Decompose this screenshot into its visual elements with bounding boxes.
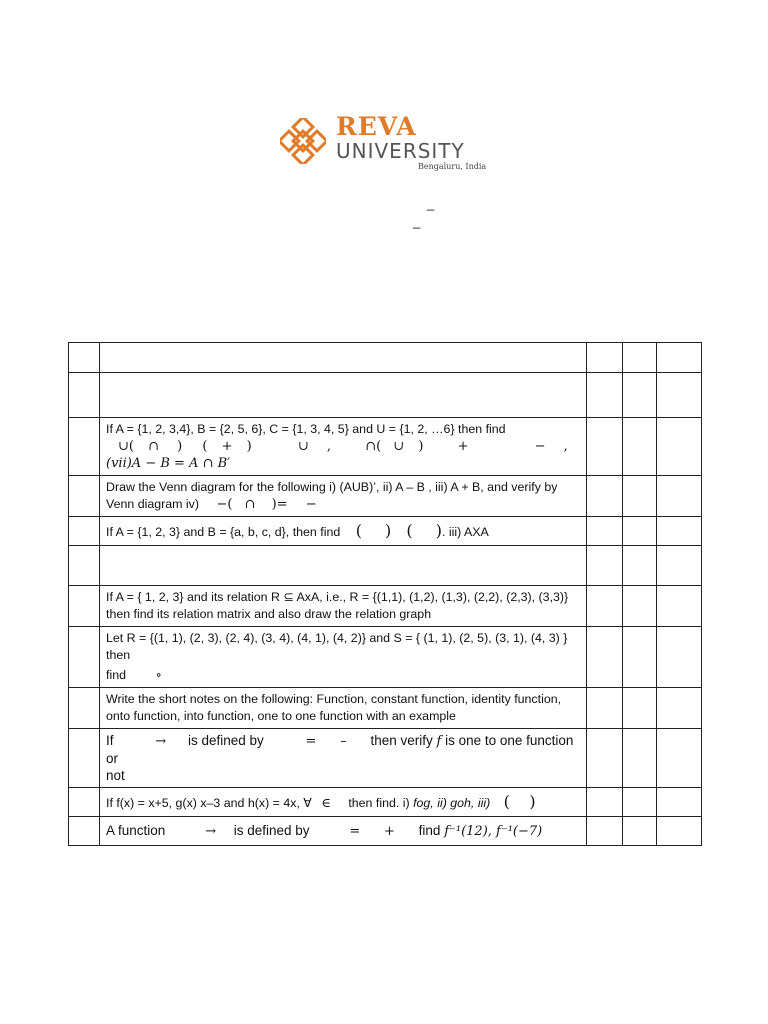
question-cell: Draw the Venn diagram for the following i) (AUB)’, ii) A – B , iii) A + B, and verify by Venn diagram iv) −( ∩ )= − <box>100 476 587 517</box>
question-text: If A = {1, 2, 3} and B = {a, b, c, d}, then find <box>106 524 341 539</box>
question-cell <box>100 546 587 586</box>
question-cell <box>100 343 587 373</box>
table-row <box>69 688 702 729</box>
table-row <box>69 817 702 846</box>
question-cell: Let R = {(1, 1), (2, 3), (2, 4), (3, 4), (4, 1), (4, 2)} and S = { (1, 1), (2, 5), (3, 1), (4, 3) } then find ∘ <box>100 627 587 688</box>
question-math-line: ∪( ∩ ) ( + ) ∪ , ∩( ∪ ) + − , <box>118 439 568 454</box>
logo-location: Bengaluru, India <box>418 162 487 171</box>
question-text: not <box>106 768 125 783</box>
question-text: Venn diagram iv) <box>106 497 199 511</box>
table-row <box>69 546 702 586</box>
question-cell <box>100 586 587 627</box>
question-text: Let R = {(1, 1), (2, 3), (2, 4), (3, 4), (4, 1), (4, 2)} and S = { (1, 1), (2, 5), (3, 1), (4, 3) } then <box>106 631 568 662</box>
question-cell <box>100 418 587 476</box>
question-cell <box>100 373 587 418</box>
question-table <box>68 342 702 846</box>
table-row <box>69 788 702 817</box>
university-logo <box>280 114 490 174</box>
question-cell <box>100 688 587 729</box>
table-row <box>69 418 702 476</box>
question-cell: If f(x) = x+5, g(x) x–3 and h(x) = 4x, ∀ ∈ then find. i) fog, ii) goh, iii) ( ) <box>100 788 587 817</box>
table-row <box>69 586 702 627</box>
header-mark-1: _ <box>427 196 435 211</box>
table-row <box>69 343 702 373</box>
knot-logo-icon <box>280 118 326 164</box>
question-text: If A = {1, 2, 3,4}, B = {2, 5, 6}, C = {1, 3, 4, 5} and U = {1, 2, …6} then find <box>106 422 506 436</box>
header-mark-2: _ <box>413 214 421 229</box>
question-cell: A function → is defined by = + find f⁻¹(12), f⁻¹(−7) <box>100 817 587 846</box>
table-row <box>69 729 702 788</box>
question-cell: If A = {1, 2, 3} and B = {a, b, c, d}, then find ( ) ( ). iii) AXA <box>100 517 587 546</box>
table-row <box>69 476 702 517</box>
question-text: Draw the Venn diagram for the following i) (AUB)’, ii) A – B , iii) A + B, and verify by <box>106 480 558 494</box>
logo-name-university: UNIVERSITY <box>336 139 465 163</box>
table-row <box>69 517 702 546</box>
question-text: then find its relation matrix and also draw the relation graph <box>106 607 432 621</box>
question-text: find <box>106 668 126 682</box>
table-row <box>69 627 702 688</box>
question-text: Write the short notes on the following: Function, constant function, identity function, <box>106 692 562 706</box>
table-row <box>69 373 702 418</box>
question-text: onto function, into function, one to one function with an example <box>106 709 456 723</box>
logo-name-reva: REVA <box>336 112 417 141</box>
question-text: If A = { 1, 2, 3} and its relation R ⊆ AxA, i.e., R = {(1,1), (1,2), (1,3), (2,2), (2,3), (3,3)} <box>106 590 569 604</box>
question-math-line: (vii)A − B = A ∩ B′ <box>106 456 231 471</box>
question-cell: If → is defined by = – then verify f is one to one function or not <box>100 729 587 788</box>
